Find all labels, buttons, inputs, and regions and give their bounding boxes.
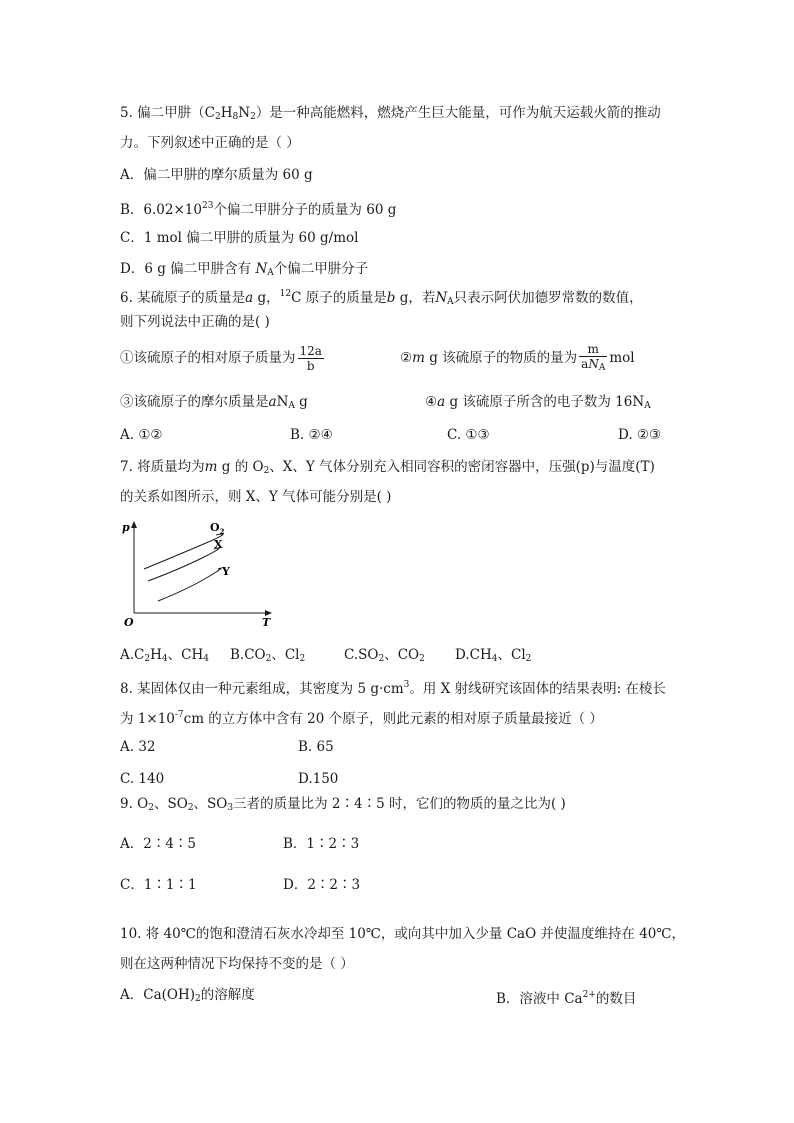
q6-statement-1: ①该硫原子的相对原子质量为 $\frac{12a}{b}$ [120, 344, 322, 373]
q10-stem-line1: 10. 将 40℃的饱和澄清石灰水冷却至 10℃，或向其中加入少量 CaO 并使温度维持在 40℃， [120, 926, 686, 942]
q8-option-b: B. 65 [298, 739, 334, 755]
q7-option-c: $C.SO_2$、$CO_2$ [344, 647, 425, 664]
q5-option-d: D．6 g 偏二甲肼含有 $N_A$个偏二甲肼分子 [120, 261, 369, 278]
y-axis-arrow-icon [131, 521, 137, 528]
curve-label-o2: $O_2$ [210, 521, 225, 536]
q6-statement-3: ③该硫原子的摩尔质量是$aN_A$ g [120, 394, 308, 411]
fraction-12a-over-b: $\frac{12a}{b}$ [299, 344, 322, 373]
q6-option-c: C. ①③ [447, 427, 490, 443]
q6-statement-2: ②m g 该硫原子的物质的量为 $\frac{m}{aN_A}$ mol [400, 342, 635, 373]
q5-stem-line1: 5. 偏二甲肼$(C_2H_8N_2)$是一种高能燃料，燃烧产生巨大能量，可作为航天运载火箭的推动 [120, 105, 661, 122]
q10-option-b: B．溶液中 $Ca^{2+}$的数目 [496, 990, 637, 1007]
q8-option-a: A. 32 [120, 739, 156, 755]
curve-label-x: X [214, 538, 223, 551]
axis-label-t: T [262, 616, 271, 629]
origin-label: O [124, 616, 134, 629]
q6-stem-line2: 则下列说法中正确的是( ) [120, 314, 270, 330]
q6-statement-4: ④a g 该硫原子所含的电子数为 $16N_A$ [425, 394, 651, 411]
q6-option-a: A. ①② [120, 427, 163, 443]
curve-o2 [144, 534, 223, 569]
q9-stem: 9. $O_2$、$SO_2$、$SO_3$三者的质量比为 2∶4∶5 时，它们的物质的量之比为( ) [120, 796, 566, 813]
q8-option-d: D.150 [298, 771, 339, 787]
fraction-m-over-aNA: $\frac{m}{aN_A}$ [581, 342, 606, 373]
q8-stem-line2: 为 $1\times 10^{-7}cm$ 的立方体中含有 20 个原子，则此元素的相对原子质量最接近（ ） [120, 710, 603, 727]
q5-option-c: C．1 mol 偏二甲肼的质量为 60 g/mol [120, 230, 359, 246]
axis-label-p: p [122, 521, 130, 534]
q5-option-a: A．偏二甲肼的摩尔质量为 60 g [120, 167, 313, 183]
q7-option-a: $A.C_2H_4$、$CH_4$ [120, 647, 209, 664]
q7-option-b: $B.CO_2$、$Cl_2$ [230, 647, 306, 664]
q5-stem-line2: 力。下列叙述中正确的是（ ） [120, 135, 300, 151]
q9-option-d: D．2∶2∶3 [283, 877, 361, 893]
q6-option-d: D. ②③ [618, 427, 662, 443]
q8-option-c: C. 140 [120, 771, 165, 787]
q5-option-b: B．$6.02\times 10^{23}$个偏二甲肼分子的质量为 60 g [120, 201, 397, 218]
q9-option-b: B．1∶2∶3 [283, 836, 360, 852]
q7-option-d: $D.CH_4$、$Cl_2$ [455, 647, 532, 664]
q7-stem-line2: 的关系如图所示，则 X、Y 气体可能分别是( ) [120, 489, 392, 505]
curve-label-y: Y [222, 565, 230, 578]
q6-stem-line1: 6. 某硫原子的质量是a g，$^{12}$C 原子的质量是b g，若$N_A$只表示阿伏加德罗常数的数值， [120, 289, 643, 307]
q8-stem-line1: 8. 某固体仅由一种元素组成，其密度为 5 $g\cdot cm^3$。用 X 射线研究该固体的结果表明: 在棱长 [120, 680, 666, 697]
q9-option-c: C．1∶1∶1 [120, 877, 197, 893]
q9-option-a: A．2∶4∶5 [120, 836, 197, 852]
q10-option-a: A．$Ca(OH)_2$的溶解度 [120, 987, 255, 1004]
q10-stem-line2: 则在这两种情况下均保持不变的是（ ） [120, 956, 354, 972]
p-t-graph [118, 515, 278, 630]
q6-option-b: B. ②④ [290, 427, 333, 443]
q7-stem-line1: 7. 将质量均为m g 的 $O_2$、X、Y 气体分别充入相同容积的密闭容器中，压强(p)与温度(T) [120, 459, 655, 476]
